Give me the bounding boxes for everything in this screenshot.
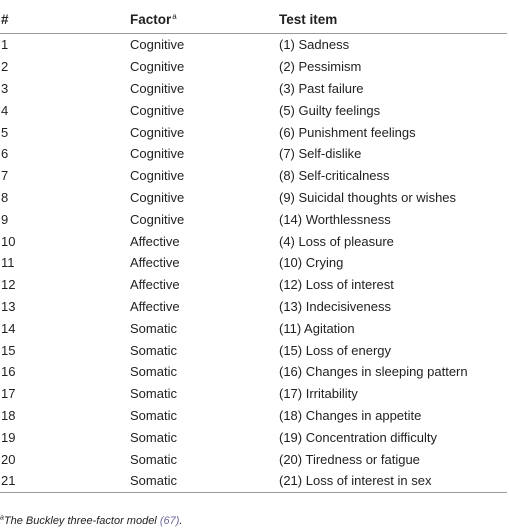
cell-number: 17: [1, 386, 16, 402]
cell-factor: Somatic: [130, 320, 177, 336]
table-row: [0, 230, 507, 252]
table-row: [0, 426, 507, 448]
footnote-text: The Buckley three-factor model: [3, 515, 160, 527]
cell-number: 3: [1, 80, 9, 96]
cell-number: 21: [0, 470, 130, 492]
cell-test-item: (19) Concentration difficulty: [279, 429, 438, 445]
table-row: [0, 143, 507, 165]
cell-factor: Cognitive: [130, 59, 185, 75]
cell-factor: Cognitive: [130, 124, 185, 140]
cell-test-item: (2) Pessimism: [279, 59, 362, 75]
table-row: [0, 274, 507, 296]
cell-factor: Cognitive: [130, 211, 185, 227]
cell-factor: Cognitive: [130, 102, 185, 118]
cell-test-item: (4) Loss of pleasure: [279, 233, 394, 249]
table-row: [0, 99, 507, 121]
cell-factor: Somatic: [130, 407, 177, 423]
cell-number: 8: [1, 189, 9, 205]
cell-test-item: (15) Loss of energy: [279, 342, 392, 358]
table-row: [0, 34, 507, 56]
cell-factor: Somatic: [130, 429, 177, 445]
cell-test-item: (18) Changes in appetite: [279, 407, 422, 423]
header-factor: [130, 6, 279, 34]
test-items-table: [0, 6, 507, 493]
cell-test-item: (13) Indecisiveness: [279, 298, 391, 314]
cell-test-item: (17) Irritability: [279, 386, 358, 402]
cell-factor: Somatic: [130, 470, 279, 492]
footnote-mark: a: [0, 514, 4, 522]
table-row: [0, 339, 507, 361]
cell-test-item: (21) Loss of interest in sex: [279, 470, 507, 492]
cell-factor: Cognitive: [130, 168, 185, 184]
cell-number: 20: [1, 451, 16, 467]
cell-number: 13: [1, 298, 16, 314]
table-row: [0, 448, 507, 470]
table-row: [0, 78, 507, 100]
cell-number: 7: [1, 168, 9, 184]
cell-test-item: (3) Past failure: [279, 80, 364, 96]
cell-number: 4: [1, 102, 9, 118]
table-footnote: [0, 515, 182, 527]
cell-test-item: (7) Self-dislike: [279, 146, 362, 162]
table-row: [0, 252, 507, 274]
table-row: [0, 187, 507, 209]
cell-number: 9: [1, 211, 9, 227]
cell-factor: Cognitive: [130, 80, 185, 96]
cell-number: 12: [1, 277, 16, 293]
cell-factor: Somatic: [130, 342, 177, 358]
cell-number: 14: [1, 320, 16, 336]
cell-number: 15: [1, 342, 16, 358]
cell-number: 18: [1, 407, 16, 423]
table-body: [0, 34, 507, 493]
cell-test-item: (20) Tiredness or fatigue: [279, 451, 420, 467]
cell-factor: Affective: [130, 298, 180, 314]
cell-test-item: (10) Crying: [279, 255, 344, 271]
table-row: [0, 208, 507, 230]
cell-factor: Somatic: [130, 386, 177, 402]
cell-test-item: (8) Self-criticalness: [279, 168, 390, 184]
table-row: [0, 470, 507, 492]
header-number: #: [0, 6, 130, 34]
cell-test-item: (12) Loss of interest: [279, 277, 394, 293]
table-row: [0, 56, 507, 78]
cell-number: 19: [1, 429, 16, 445]
cell-test-item: (11) Agitation: [279, 320, 355, 336]
table-row: [0, 383, 507, 405]
cell-factor: Affective: [130, 255, 180, 271]
cell-factor: Affective: [130, 277, 180, 293]
cell-factor: Cognitive: [130, 146, 185, 162]
cell-test-item: (14) Worthlessness: [279, 211, 391, 227]
cell-number: 10: [1, 233, 16, 249]
table-header-row: [0, 6, 507, 34]
cell-factor: Somatic: [130, 451, 177, 467]
cell-number: 2: [1, 59, 9, 75]
table-row: [0, 317, 507, 339]
cell-factor: Affective: [130, 233, 180, 249]
header-factor-label: Factor: [130, 12, 172, 27]
cell-number: 5: [1, 124, 9, 140]
cell-number: 1: [1, 37, 9, 53]
cell-factor: Cognitive: [130, 189, 185, 205]
cell-test-item: (5) Guilty feelings: [279, 102, 381, 118]
table-row: [0, 296, 507, 318]
footnote-reference-link[interactable]: (67): [159, 515, 180, 527]
cell-factor: Somatic: [130, 364, 177, 380]
cell-test-item: (6) Punishment feelings: [279, 124, 416, 140]
cell-test-item: (1) Sadness: [279, 37, 350, 53]
table-row: [0, 405, 507, 427]
cell-factor: Cognitive: [130, 37, 185, 53]
cell-number: 6: [1, 146, 9, 162]
cell-test-item: (9) Suicidal thoughts or wishes: [279, 189, 457, 205]
cell-number: 16: [1, 364, 16, 380]
header-test-item: Test item: [279, 6, 507, 34]
table-row: [0, 121, 507, 143]
footnote-end: .: [179, 515, 183, 527]
table-row: [0, 165, 507, 187]
footnote-marker: a: [172, 11, 177, 21]
table-row: [0, 361, 507, 383]
cell-number: 11: [1, 255, 15, 271]
cell-test-item: (16) Changes in sleeping pattern: [279, 364, 468, 380]
